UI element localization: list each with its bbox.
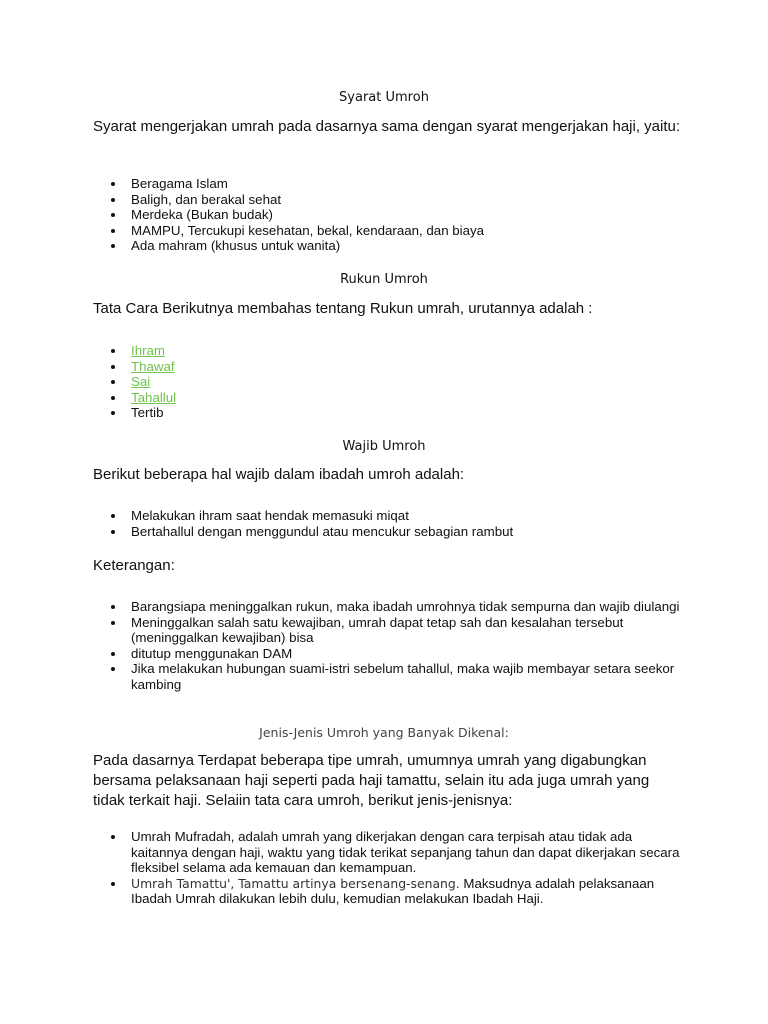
list-item: ditutup menggunakan DAM bbox=[111, 646, 681, 662]
wajib-intro: Berikut beberapa hal wajib dalam ibadah umroh adalah: bbox=[93, 466, 465, 483]
jenis-intro: Pada dasarnya Terdapat beberapa tipe umrah, umumnya umrah yang digabungkan bersama pelaksanaan haji seperti pada haji tamattu, selain itu ada juga umrah yang tidak terkait haji. Selaiin tata cara umroh, berikut jenis-jenisnya: bbox=[93, 752, 650, 809]
rukun-intro: Tata Cara Berikutnya membahas tentang Rukun umrah, urutannya adalah : bbox=[93, 300, 593, 317]
heading-syarat-umroh: Syarat Umroh bbox=[339, 90, 429, 105]
list-item-lead: Umrah Tamattu', Tamattu artinya bersenang-senang. bbox=[131, 875, 460, 891]
list-item: Melakukan ihram saat hendak memasuki miqat bbox=[111, 508, 681, 524]
syarat-list bbox=[111, 176, 681, 254]
link-ihram[interactable]: Ihram bbox=[131, 343, 165, 358]
list-item: Tertib bbox=[111, 405, 681, 421]
link-thawaf[interactable]: Thawaf bbox=[131, 358, 175, 374]
list-item bbox=[111, 390, 681, 406]
list-item: Ada mahram (khusus untuk wanita) bbox=[111, 238, 681, 254]
list-item-rest: Maksudnya adalah pelaksanaan Ibadah Umrah dilakukan lebih dulu, kemudian melakukan Ibadah Haji. bbox=[131, 875, 655, 906]
syarat-intro: Syarat mengerjakan umrah pada dasarnya sama dengan syarat mengerjakan haji, yaitu: bbox=[93, 118, 681, 135]
list-item: Bertahallul dengan menggundul atau mencukur sebagian rambut bbox=[111, 524, 681, 540]
list-item: Umrah Mufradah, adalah umrah yang dikerjakan dengan cara terpisah atau tidak ada kaitannya dengan haji, waktu yang tidak terikat sepanjang tahun dan dapat dikerjakan secara fleksibel selama ada kemauan dan kemampuan. bbox=[111, 829, 681, 876]
keterangan-label: Keterangan: bbox=[93, 557, 175, 574]
link-sai[interactable]: Sai bbox=[131, 374, 151, 389]
link-tahallul[interactable]: Tahallul bbox=[131, 389, 177, 405]
list-item bbox=[111, 343, 681, 359]
heading-jenis-umroh: Jenis-Jenis Umroh yang Banyak Dikenal: bbox=[259, 725, 509, 740]
list-item bbox=[111, 359, 681, 375]
wajib-list bbox=[111, 508, 681, 539]
list-item bbox=[111, 374, 681, 390]
list-item: Jika melakukan hubungan suami-istri sebelum tahallul, maka wajib membayar setara seekor kambing bbox=[111, 661, 681, 692]
list-item bbox=[111, 876, 681, 907]
list-item: Merdeka (Bukan budak) bbox=[111, 207, 681, 223]
list-item: MAMPU, Tercukupi kesehatan, bekal, kendaraan, dan biaya bbox=[111, 223, 681, 239]
rukun-list bbox=[111, 343, 681, 421]
list-item: Beragama Islam bbox=[111, 176, 681, 192]
heading-wajib-umroh: Wajib Umroh bbox=[342, 439, 426, 454]
list-item: Baligh, dan berakal sehat bbox=[111, 192, 681, 208]
heading-rukun-umroh: Rukun Umroh bbox=[340, 272, 428, 287]
list-item: Barangsiapa meninggalkan rukun, maka ibadah umrohnya tidak sempurna dan wajib diulangi bbox=[111, 599, 681, 615]
list-item: Meninggalkan salah satu kewajiban, umrah dapat tetap sah dan kesalahan tersebut (meninggalkan kewajiban) bisa bbox=[111, 615, 681, 646]
jenis-list bbox=[111, 829, 681, 907]
keterangan-list bbox=[111, 599, 681, 692]
